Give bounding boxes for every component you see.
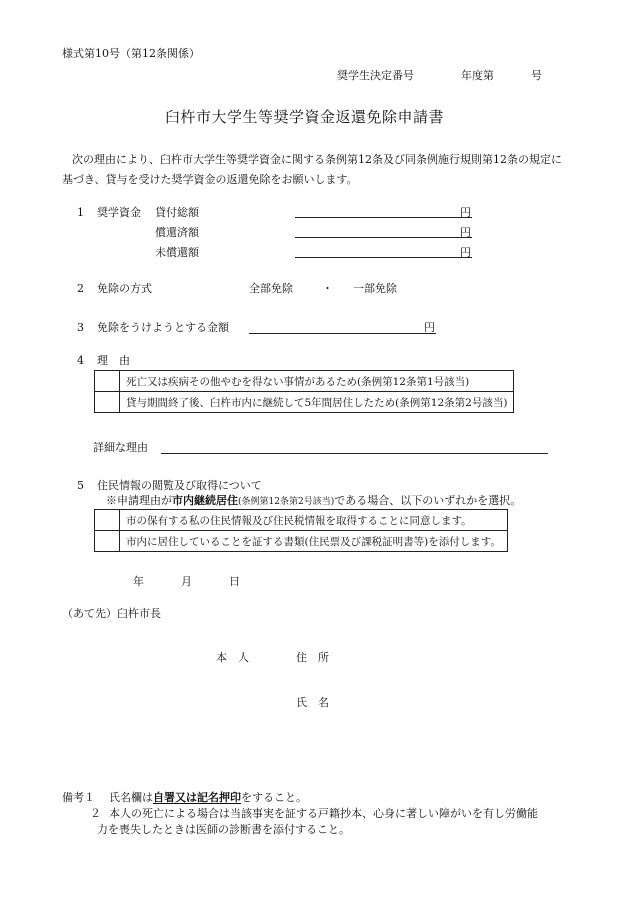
remark1-suffix: をすること。 — [241, 791, 307, 804]
section4-number: 4 — [77, 354, 84, 367]
reason-checkbox[interactable] — [95, 371, 120, 392]
name-label: 氏 名 — [296, 696, 329, 709]
section5-note — [106, 495, 521, 507]
remarks-heading: 備考１ — [62, 791, 95, 804]
decision-number-label: 奨学生決定番号 — [337, 69, 414, 82]
yen-unit: 円 — [460, 206, 471, 219]
number-suffix: 号 — [531, 69, 542, 82]
section3-number: 3 — [77, 321, 84, 334]
consent-option-row — [95, 510, 508, 531]
reason-checkbox[interactable] — [95, 392, 120, 413]
reason-option-row — [95, 392, 514, 413]
option-separator: ・ — [322, 282, 333, 295]
section1-number: 1 — [77, 206, 84, 219]
consent-checkbox[interactable] — [95, 510, 120, 531]
reason-option-row — [95, 371, 514, 392]
note-small: (条例第12条第2号該当) — [238, 497, 335, 507]
remark1-emphasis: 自署又は記名押印 — [153, 791, 241, 804]
remarks-item2-number: ２ — [90, 807, 101, 820]
year-label: 年度第 — [461, 69, 494, 82]
remarks-item2-line1: 本人の死亡による場合は当該事実を証する戸籍抄本、心身に著しい障がいを有し労働能 — [109, 807, 538, 820]
detail-reason-field[interactable] — [161, 453, 548, 454]
section1-row-unpaid-label: 未償還額 — [155, 246, 199, 259]
total-amount-field[interactable] — [295, 217, 472, 218]
yen-unit: 円 — [460, 246, 471, 259]
section1-row-total-label: 貸付総額 — [155, 206, 199, 219]
reason-option-label: 貸与期間終了後、臼杵市内に継続して5年間居住したため(条例第12条第2号該当) — [120, 392, 514, 413]
unpaid-amount-field[interactable] — [295, 257, 472, 258]
date-month-label: 月 — [181, 575, 192, 588]
date-year-label: 年 — [133, 575, 144, 588]
section5-label: 住民情報の閲覧及び取得について — [97, 479, 262, 492]
remarks-item2-line2: 力を喪失したときは医師の診断書を添付すること。 — [97, 823, 350, 836]
form-number: 様式第10号（第12条関係） — [62, 47, 200, 60]
option-partial-exemption[interactable]: 一部免除 — [353, 282, 397, 295]
note-prefix: ※申請理由が — [106, 494, 172, 507]
remarks-item1 — [109, 792, 307, 803]
section1-row-repaid-label: 償還済額 — [155, 226, 199, 239]
section2-number: 2 — [77, 282, 84, 295]
section3-label: 免除をうけようとする金額 — [97, 321, 229, 334]
address-label: 住 所 — [296, 651, 329, 664]
consent-option-label: 市の保有する私の住民情報及び住民税情報を取得することに同意します。 — [120, 510, 508, 531]
consent-checkbox[interactable] — [95, 531, 120, 552]
section4-label: 理 由 — [97, 354, 130, 367]
yen-unit: 円 — [460, 226, 471, 239]
intro-paragraph: 次の理由により、臼杵市大学生等奨学資金に関する条例第12条及び同条例施行規則第12条の規定に基づき、貸与を受けた奨学資金の返還免除をお願いします。 — [62, 153, 562, 186]
applicant-self-label: 本 人 — [216, 651, 249, 664]
yen-unit: 円 — [424, 321, 435, 334]
section5-number: 5 — [77, 479, 84, 492]
section1-label: 奨学資金 — [97, 206, 141, 219]
section2-label: 免除の方式 — [97, 282, 152, 295]
consent-option-label: 市内に居住していることを証する書類(住民票及び課税証明書等)を添付します。 — [120, 531, 508, 552]
consent-option-row — [95, 531, 508, 552]
page-title: 臼杵市大学生等奨学資金返還免除申請書 — [165, 108, 445, 126]
addressee: （あて先）臼杵市長 — [62, 607, 161, 620]
reason-options-table — [94, 370, 514, 413]
note-suffix: である場合、以下のいずれかを選択。 — [334, 494, 522, 507]
note-bold: 市内継続居住 — [172, 494, 238, 507]
repaid-amount-field[interactable] — [295, 237, 472, 238]
remark1-prefix: 氏名欄は — [109, 791, 153, 804]
reason-option-label: 死亡又は疾病その他やむを得ない事情があるため(条例第12条第1号該当) — [120, 371, 514, 392]
detail-reason-label: 詳細な理由 — [93, 441, 148, 454]
option-full-exemption[interactable]: 全部免除 — [249, 282, 293, 295]
exemption-amount-field[interactable] — [249, 333, 436, 334]
consent-options-table — [94, 509, 508, 552]
date-day-label: 日 — [229, 575, 240, 588]
